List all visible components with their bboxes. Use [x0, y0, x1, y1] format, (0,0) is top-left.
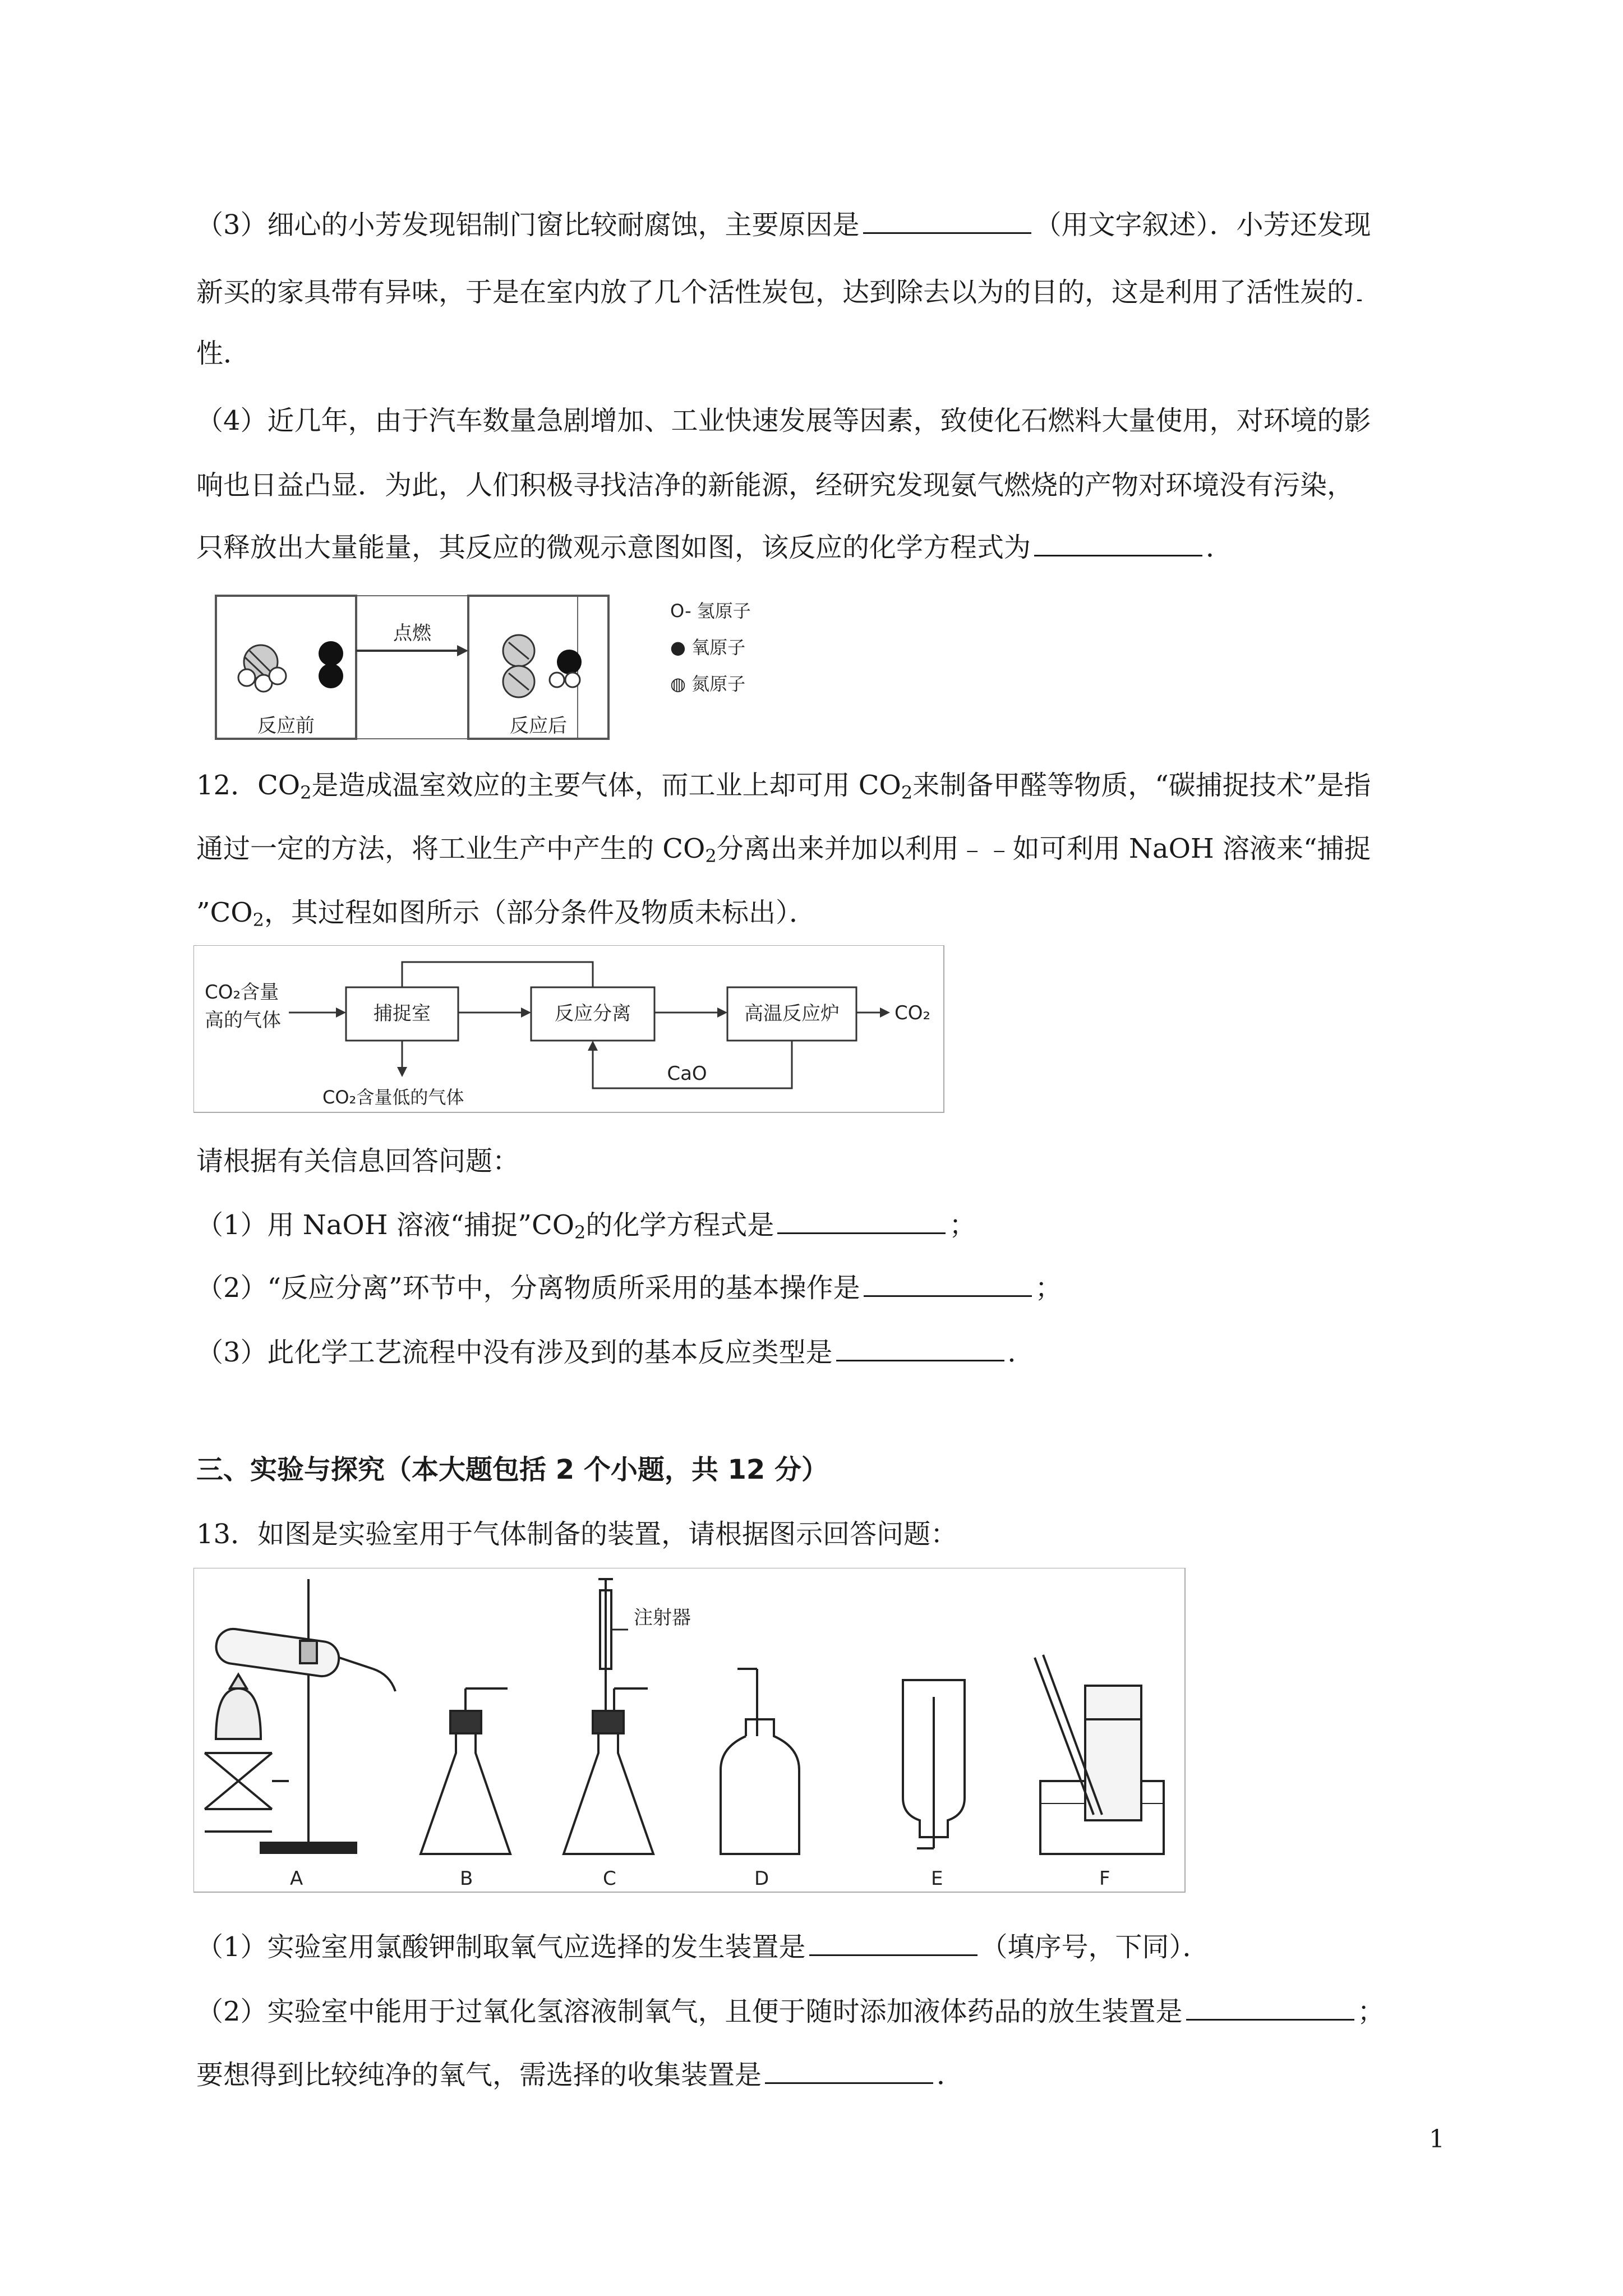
page-number: 1	[1429, 2125, 1445, 2154]
reaction-micro-diagram	[193, 583, 794, 754]
cao-recycle-label: CaO	[667, 1062, 707, 1085]
q12-stem-line2: 通过一定的方法，将工业生产中产生的 $CO_2$分离出来并加以利用﹣﹣如可利用 NaOH 溶液来“捕捉	[196, 833, 1371, 867]
co2-capture-flowchart	[193, 945, 945, 1116]
q11-part3-line3: 性．	[196, 338, 251, 369]
answer-blank[interactable]	[1357, 275, 1362, 301]
apparatus-b	[421, 1688, 510, 1854]
svg-text:F: F	[1099, 1867, 1110, 1890]
legend-oxygen: ● 氧原子	[670, 637, 746, 658]
svg-text:捕捉室: 捕捉室	[374, 1002, 431, 1025]
svg-text:反应分离: 反应分离	[555, 1002, 631, 1025]
arrow-label: 点燃	[393, 622, 431, 645]
q13-sub2-line1: （2）实验室中能用于过氧化氢溶液制氧气，且便于随时添加液体药品的放生装置是 ；	[196, 1994, 1385, 2028]
answer-blank[interactable]	[777, 1208, 946, 1234]
answer-blank[interactable]	[765, 2058, 933, 2084]
q12-stem-line3: $”CO_2$，其过程如图所示（部分条件及物质未标出）．	[196, 897, 816, 931]
q11-part4-line2: 响也日益凸显．为此，人们积极寻找洁净的新能源，经研究发现氨气燃烧的产物对环境没有污染，	[196, 470, 1354, 501]
q12-sub3: （3）此化学工艺流程中没有涉及到的基本反应类型是 ．	[196, 1335, 1035, 1369]
q11-part4-line3: 只释放出大量能量，其反应的微观示意图如图，该反应的化学方程式为 ．	[196, 530, 1233, 564]
legend-hydrogen: O- 氢原子	[670, 600, 751, 622]
svg-text:高温反应炉: 高温反应炉	[744, 1002, 840, 1025]
q12-stem-line1: 12．$CO_2$是造成温室效应的主要气体，而工业上却可用 $CO_2$来制备甲醛等物质，“碳捕捉技术”是指	[196, 770, 1371, 803]
answer-blank[interactable]	[836, 1335, 1004, 1361]
legend-nitrogen: ◍ 氮原子	[670, 673, 746, 694]
q13-sub1: （1）实验室用氯酸钾制取氧气应选择的发生装置是 （填序号，下同）．	[196, 1930, 1210, 1964]
apparatus-f	[1035, 1655, 1164, 1854]
after-label: 反应后	[510, 715, 567, 737]
before-label: 反应前	[257, 715, 315, 737]
svg-text:C: C	[603, 1867, 616, 1890]
q13-sub2-line2: 要想得到比较纯净的氧气，需选择的收集装置是 ．	[196, 2058, 963, 2092]
q12-sub2: （2）“反应分离”环节中，分离物质所采用的基本操作是 ；	[196, 1271, 1062, 1305]
section-3-title: 三、实验与探究（本大题包括 2 个小题，共 12 分）	[196, 1454, 829, 1485]
apparatus-labels	[290, 1867, 1110, 1890]
answer-blank[interactable]	[1186, 1994, 1354, 2021]
apparatus-a	[205, 1579, 395, 1853]
lab-apparatus-figure	[193, 1568, 1186, 1895]
syringe-label: 注射器	[634, 1607, 691, 1629]
q11-part3-line2: 新买的家具带有异味，于是在室内放了几个活性炭包，达到除去以为的目的，这是利用了活性炭的	[196, 275, 1365, 309]
svg-text:D: D	[754, 1867, 769, 1890]
input-gas-label-2: 高的气体	[205, 1009, 281, 1032]
apparatus-e	[903, 1680, 965, 1848]
input-gas-label: CO₂含量	[205, 981, 279, 1004]
q12-intro: 请根据有关信息回答问题：	[196, 1145, 520, 1177]
q13-stem: 13．如图是实验室用于气体制备的装置，请根据图示回答问题：	[196, 1519, 958, 1550]
svg-text:B: B	[460, 1867, 473, 1890]
low-co2-gas-label: CO₂含量低的气体	[322, 1087, 464, 1108]
oxygen-atom	[319, 641, 343, 666]
answer-blank[interactable]	[809, 1930, 978, 1956]
answer-blank[interactable]	[864, 1271, 1032, 1297]
answer-blank[interactable]	[1034, 530, 1202, 556]
q11-part4-line1: （4）近几年，由于汽车数量急剧增加、工业快速发展等因素，致使化石燃料大量使用，对环境的影	[196, 405, 1371, 436]
svg-text:A: A	[290, 1867, 303, 1890]
q11-part3-line1: （3）细心的小芳发现铝制门窗比较耐腐蚀，主要原因是 （用文字叙述）．小芳还发现	[196, 208, 1371, 242]
output-co2-label: CO₂	[895, 1002, 931, 1024]
svg-text:E: E	[931, 1867, 943, 1890]
answer-blank[interactable]	[863, 208, 1031, 234]
apparatus-d	[721, 1669, 799, 1854]
q12-sub1: （1）用 NaOH 溶液“捕捉$”CO_2$的化学方程式是 ；	[196, 1208, 976, 1249]
